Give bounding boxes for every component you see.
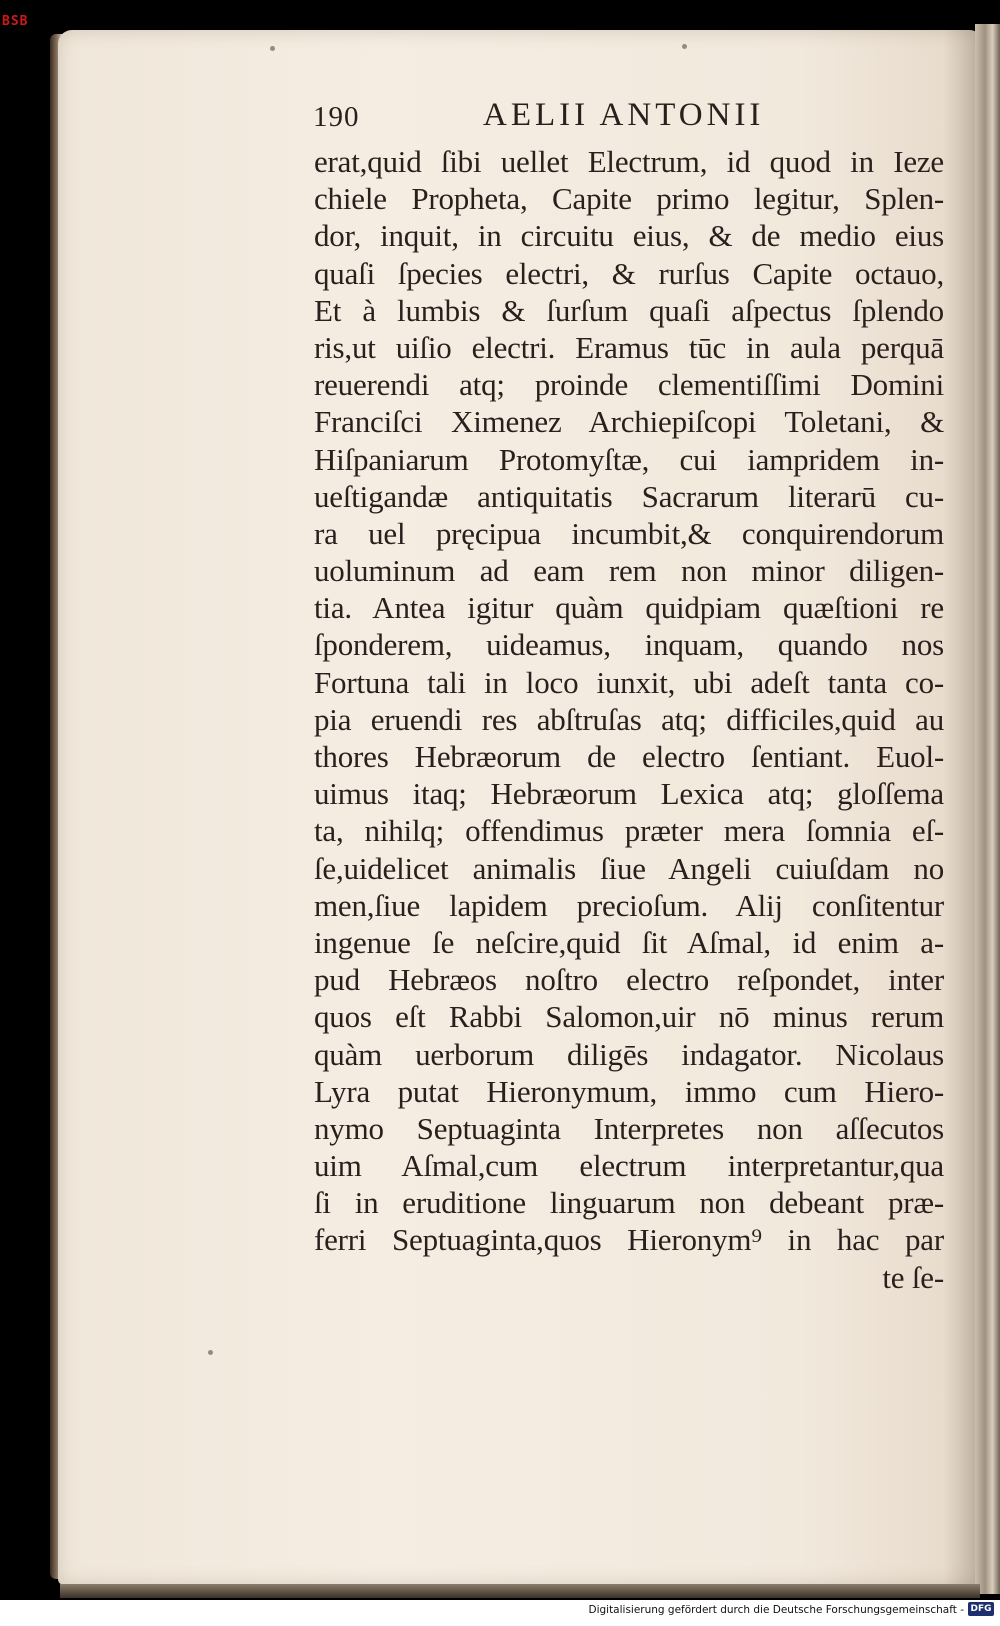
text-line: ingenue ſe neſcire,quid ſit Aſmal, id enim a-	[314, 924, 944, 960]
paper-speck	[682, 44, 687, 49]
text-line: Fortuna tali in loco iunxit, ubi adeſt tanta co-	[314, 664, 944, 700]
text-line: thores Hebræorum de electro ſentiant. Euol-	[314, 739, 944, 774]
running-head: AELII ANTONII	[483, 97, 765, 133]
dfg-logo: DFG	[968, 1602, 994, 1616]
text-line: ra uel pręcipua incumbit,& conquirendorum	[314, 515, 944, 551]
text-line: quos eſt Rabbi Salomon,uir nō minus rerum	[314, 999, 944, 1035]
bsb-watermark: BSB	[2, 14, 29, 29]
text-line: uimus itaq; Hebræorum Lexica atq; gloſſema	[314, 776, 944, 812]
catchword: te ſe-	[882, 1259, 944, 1295]
text-line: ris,ut uiſio electri. Eramus tūc in aula perquā	[314, 329, 944, 365]
page-header	[313, 97, 813, 137]
text-line: quaſi ſpecies electri, & rurſus Capite octauo,	[314, 255, 944, 291]
text-line: Hiſpaniarum Protomyſtæ, cui iampridem in-	[314, 441, 944, 477]
text-line: ſi in eruditione linguarum non debeant præ-	[314, 1185, 944, 1221]
text-line: ſe,uidelicet animalis ſiue Angeli cuiuſdam no	[314, 850, 944, 886]
text-line: chiele Propheta, Capite primo legitur, Splen-	[314, 181, 944, 217]
text-line: ferri Septuaginta,quos Hieronym⁹ in hac par	[314, 1222, 944, 1258]
text-line: ta, nihilq; offendimus præter mera ſomnia eſ-	[314, 813, 944, 849]
text-line: reuerendi atq; proinde clementiſſimi Domini	[314, 367, 944, 403]
text-line: Franciſci Ximenez Archiepiſcopi Toletani, &	[314, 404, 944, 440]
text-line: nymo Septuaginta Interpretes non aſſecutos	[314, 1110, 944, 1146]
paper-speck	[270, 46, 275, 51]
text-line: Et à lumbis & ſurſum quaſi aſpectus ſplendo	[314, 292, 944, 328]
text-line: Lyra putat Hieronymum, immo cum Hiero-	[314, 1073, 944, 1109]
funding-credit: Digitalisierung gefördert durch die Deutsche Forschungsgemeinschaft -	[588, 1604, 964, 1616]
text-line: tia. Antea igitur quàm quidpiam quæſtioni re	[314, 590, 944, 626]
paper-speck	[208, 1350, 213, 1355]
text-line: pia eruendi res abſtruſas atq; difficiles,quid au	[314, 701, 944, 737]
text-line: ueſtigandæ antiquitatis Sacrarum literarū cu-	[314, 478, 944, 514]
text-line: dor, inquit, in circuitu eius, & de medio eius	[314, 218, 944, 254]
body-text	[314, 143, 944, 1296]
text-line: uim Aſmal,cum electrum interpretantur,qua	[314, 1148, 944, 1184]
text-line: ſponderem, uideamus, inquam, quando nos	[314, 627, 944, 663]
page-fore-edge	[975, 24, 1000, 1594]
text-line: pud Hebræos noſtro electro reſpondet, inter	[314, 962, 944, 998]
text-line: men,ſiue lapidem precioſum. Alij conſitentur	[314, 887, 944, 923]
text-line: erat,quid ſibi uellet Electrum, id quod in Ieze	[314, 144, 944, 179]
page-bottom-edge	[60, 1584, 980, 1598]
text-line: quàm uerborum diligēs indagator. Nicolaus	[314, 1036, 944, 1072]
folio-number: 190	[313, 101, 360, 133]
text-line: uoluminum ad eam rem non minor diligen-	[314, 553, 944, 589]
